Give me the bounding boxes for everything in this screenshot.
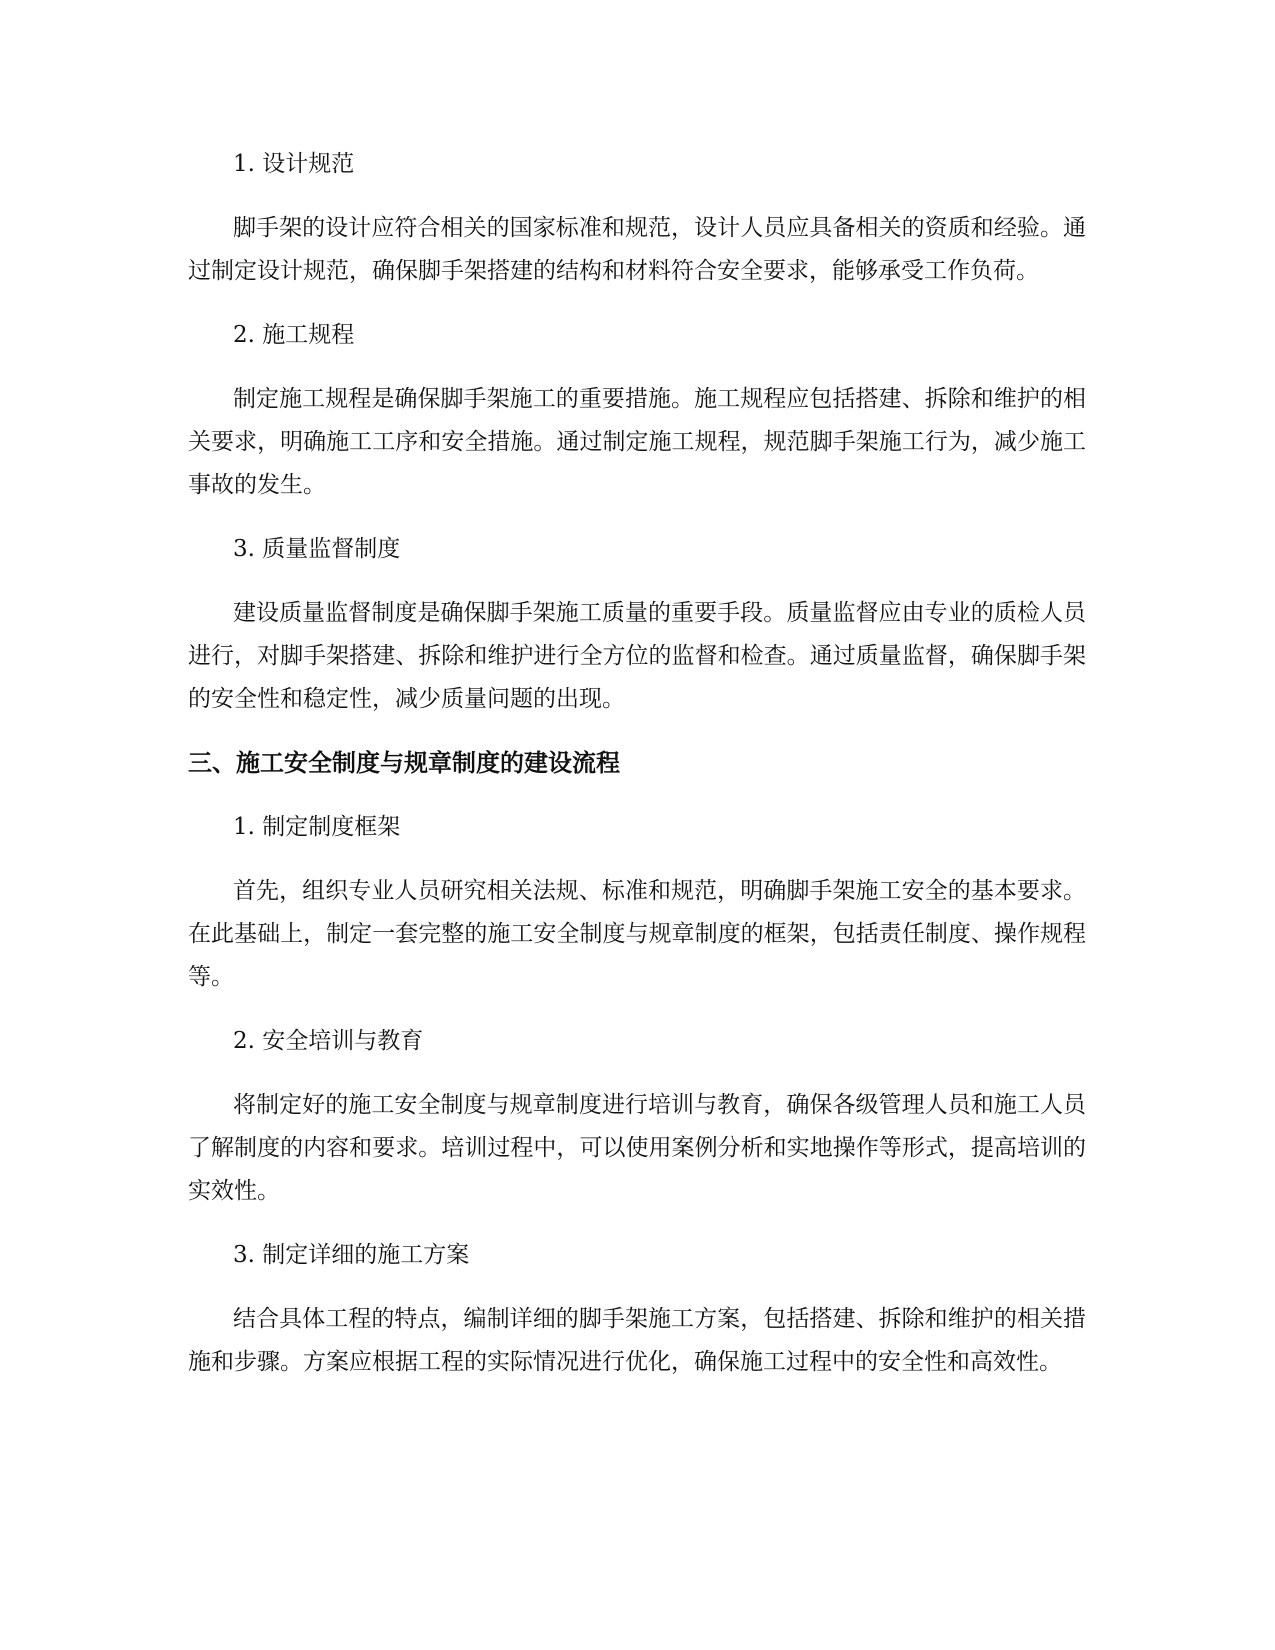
subheading-framework: 1. 制定制度框架 — [233, 814, 401, 840]
paragraph-design-spec: 脚手架的设计应符合相关的国家标准和规范，设计人员应具备相关的资质和经验。通过制定设计规范，确保脚手架搭建的结构和材料符合安全要求，能够承受工作负荷。 — [188, 215, 1086, 284]
subheading-construction-procedure: 2. 施工规程 — [233, 322, 355, 348]
paragraph-construction-plan: 结合具体工程的特点，编制详细的脚手架施工方案，包括搭建、拆除和维护的相关措施和步骤。方案应根据工程的实际情况进行优化，确保施工过程中的安全性和高效性。 — [188, 1306, 1086, 1375]
subheading-safety-training: 2. 安全培训与教育 — [233, 1028, 424, 1054]
subheading-construction-plan: 3. 制定详细的施工方案 — [233, 1242, 470, 1268]
document-body — [188, 143, 1086, 1405]
subheading-design-spec: 1. 设计规范 — [233, 151, 355, 177]
paragraph-quality-supervision: 建设质量监督制度是确保脚手架施工质量的重要手段。质量监督应由专业的质检人员进行，对脚手架搭建、拆除和维护进行全方位的监督和检查。通过质量监督，确保脚手架的安全性和稳定性，减少质量问题的出现。 — [188, 600, 1086, 712]
paragraph-construction-procedure: 制定施工规程是确保脚手架施工的重要措施。施工规程应包括搭建、拆除和维护的相关要求，明确施工工序和安全措施。通过制定施工规程，规范脚手架施工行为，减少施工事故的发生。 — [188, 386, 1086, 498]
paragraph-safety-training: 将制定好的施工安全制度与规章制度进行培训与教育，确保各级管理人员和施工人员了解制度的内容和要求。培训过程中，可以使用案例分析和实地操作等形式，提高培训的实效性。 — [188, 1092, 1086, 1204]
subheading-quality-supervision: 3. 质量监督制度 — [233, 536, 401, 562]
section-heading-three: 三、施工安全制度与规章制度的建设流程 — [188, 749, 620, 777]
paragraph-framework: 首先，组织专业人员研究相关法规、标准和规范，明确脚手架施工安全的基本要求。在此基础上，制定一套完整的施工安全制度与规章制度的框架，包括责任制度、操作规程等。 — [188, 878, 1086, 990]
